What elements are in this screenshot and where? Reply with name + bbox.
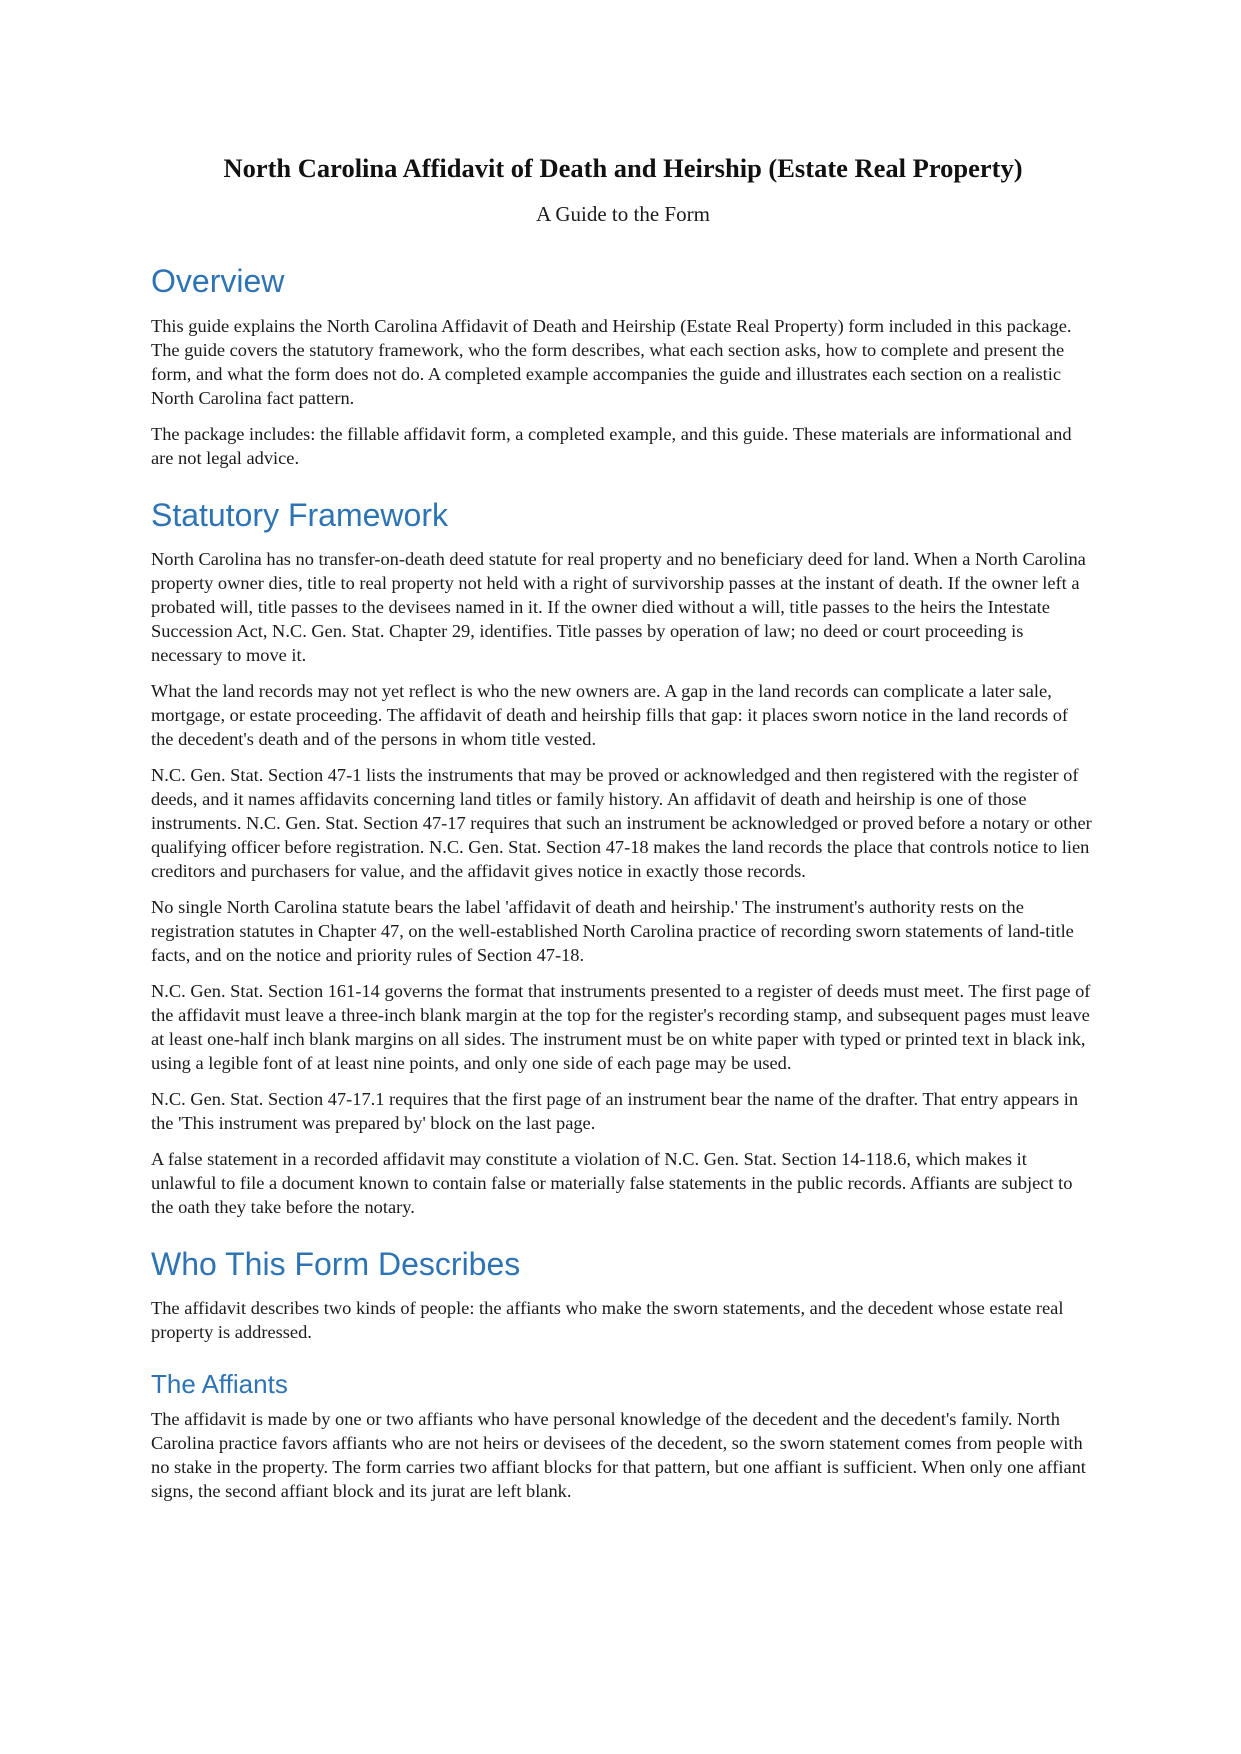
overview-paragraph-1: This guide explains the North Carolina Affidavit of Death and Heirship (Estate Real Property) form included in this package. The guide covers the statutory framework, who the form describes, what each section asks, how to complete and present the form, and what the form does not do. A completed example accompanies the guide and illustrates each section on a realistic North Carolina fact pattern.	[151, 316, 1072, 408]
framework-paragraph-7: A false statement in a recorded affidavit may constitute a violation of N.C. Gen. Stat. Section 14-118.6, which makes it unlawful to file a document known to contain false or materially false statements in the public records. Affiants are subject to the oath they take before the notary.	[151, 1149, 1073, 1217]
overview-section	[151, 261, 1095, 470]
affiants-paragraph-1: The affidavit is made by one or two affiants who have personal knowledge of the decedent and the decedent's family. North Carolina practice favors affiants who are not heirs or devisees of the decedent, so the sworn statement comes from people with no stake in the property. The form carries two affiant blocks for that pattern, but one affiant is sufficient. When only one affiant signs, the second affiant block and its jurat are left blank.	[151, 1409, 1086, 1501]
overview-paragraph-2: The package includes: the fillable affidavit form, a completed example, and this guide. These materials are informational and are not legal advice.	[151, 424, 1072, 468]
who-form-describes-section	[151, 1244, 1095, 1344]
document-page	[151, 150, 1095, 1503]
who-paragraph-1: The affidavit describes two kinds of people: the affiants who make the sworn statements, and the decedent whose estate real property is addressed.	[151, 1298, 1064, 1342]
framework-paragraph-2: What the land records may not yet reflect is who the new owners are. A gap in the land records can complicate a later sale, mortgage, or estate proceeding. The affidavit of death and heirship fills that gap: it places sworn notice in the land records of the decedent's death and of the persons in whom title vested.	[151, 681, 1069, 749]
affiants-heading: The Affiants	[151, 1369, 288, 1399]
framework-paragraph-3: N.C. Gen. Stat. Section 47-1 lists the instruments that may be proved or acknowledged and then registered with the register of deeds, and it names affidavits concerning land titles or family history. An affidavit of death and heirship is one of those instruments. N.C. Gen. Stat. Section 47-17 requires that such an instrument be acknowledged or proved before a notary or other qualifying officer before registration. N.C. Gen. Stat. Section 47-18 makes the land records the place that controls notice to lien creditors and purchasers for value, and the affidavit gives notice in exactly those records.	[151, 765, 1092, 881]
statutory-framework-section	[151, 495, 1095, 1219]
document-title: North Carolina Affidavit of Death and Heirship (Estate Real Property)	[223, 153, 1023, 183]
framework-paragraph-6: N.C. Gen. Stat. Section 47-17.1 requires that the first page of an instrument bear the name of the drafter. That entry appears in the 'This instrument was prepared by' block on the last page.	[151, 1089, 1079, 1133]
who-form-describes-heading: Who This Form Describes	[151, 1246, 521, 1282]
statutory-framework-heading: Statutory Framework	[151, 497, 448, 533]
framework-paragraph-4: No single North Carolina statute bears the label 'affidavit of death and heirship.' The instrument's authority rests on the registration statutes in Chapter 47, on the well-established North Carolina practice of recording sworn statements of land-title facts, and on the notice and priority rules of Section 47-18.	[151, 897, 1074, 965]
overview-heading: Overview	[151, 263, 285, 299]
document-subtitle: A Guide to the Form	[536, 202, 710, 226]
framework-paragraph-5: N.C. Gen. Stat. Section 161-14 governs the format that instruments presented to a register of deeds must meet. The first page of the affidavit must leave a three-inch blank margin at the top for the register's recording stamp, and subsequent pages must leave at least one-half inch blank margins on all sides. The instrument must be on white paper with typed or printed text in black ink, using a legible font of at least nine points, and only one side of each page may be used.	[151, 981, 1091, 1073]
framework-paragraph-1: North Carolina has no transfer-on-death deed statute for real property and no beneficiary deed for land. When a North Carolina property owner dies, title to real property not held with a right of survivorship passes at the instant of death. If the owner left a probated will, title passes to the devisees named in it. If the owner died without a will, title passes to the heirs the Intestate Succession Act, N.C. Gen. Stat. Chapter 29, identifies. Title passes by operation of law; no deed or court proceeding is necessary to move it.	[151, 549, 1086, 665]
affiants-section	[151, 1368, 1095, 1503]
